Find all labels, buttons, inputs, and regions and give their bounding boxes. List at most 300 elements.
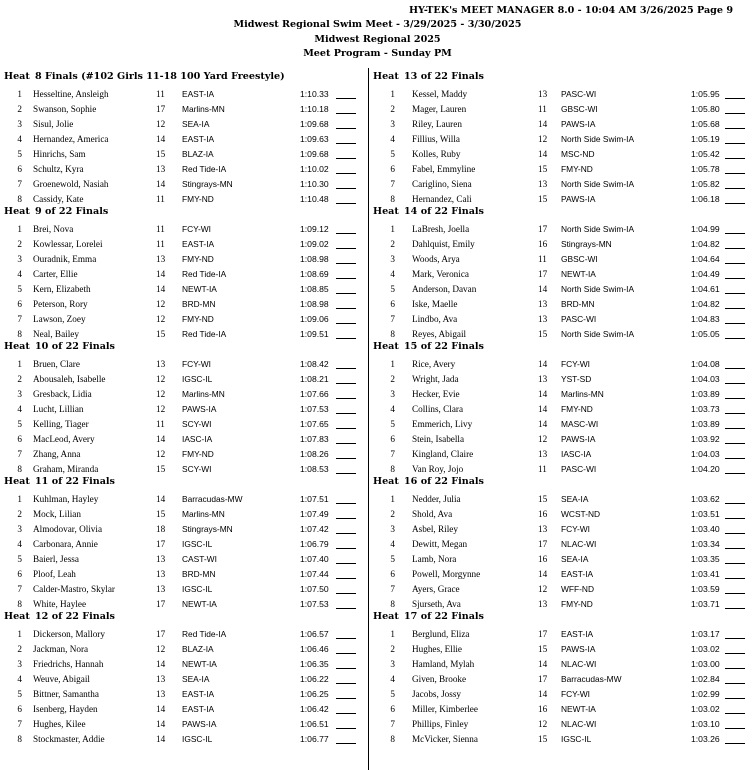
heat-description: of 22 Finals (45, 206, 109, 217)
heat-title (4, 476, 115, 487)
final-time-blank[interactable] (725, 582, 745, 594)
swimmer-age: 15 (538, 494, 548, 504)
team-name: NLAC-WI (561, 719, 597, 729)
swimmer-age: 11 (156, 419, 165, 429)
swimmer-age: 11 (538, 464, 547, 474)
final-time-blank[interactable] (336, 387, 356, 399)
swimmer-name: Hernandez, Cali (412, 194, 472, 204)
final-time-blank[interactable] (725, 687, 745, 699)
swimmer-age: 12 (538, 134, 548, 144)
swimmer-age: 15 (538, 644, 548, 654)
team-name: NEWT-IA (182, 659, 217, 669)
lane-number: 3 (390, 524, 395, 534)
final-time-blank[interactable] (336, 672, 356, 684)
team-name: NEWT-IA (182, 599, 217, 609)
final-time-blank[interactable] (725, 702, 745, 714)
swimmer-age: 13 (538, 374, 548, 384)
team-name: BRD-MN (182, 299, 216, 309)
final-time-blank[interactable] (725, 717, 745, 729)
swimmer-age: 13 (156, 554, 166, 564)
right-column (369, 68, 755, 743)
swimmer-age: 18 (156, 524, 166, 534)
seed-time: 1:05.19 (691, 134, 720, 144)
swimmer-age: 16 (538, 239, 548, 249)
swimmer-age: 11 (156, 239, 165, 249)
swimmer-name: Fillius, Willa (412, 134, 460, 144)
swimmer-name: Jackman, Nora (33, 644, 89, 654)
team-name: FMY-ND (182, 314, 214, 324)
heat-block (0, 608, 368, 743)
swimmer-name: Rice, Avery (412, 359, 456, 369)
swimmer-name: Kolles, Ruby (412, 149, 461, 159)
seed-time: 1:03.92 (691, 434, 720, 444)
swimmer-name: Neal, Bailey (33, 329, 79, 339)
heat-block (0, 68, 368, 203)
final-time-blank[interactable] (336, 177, 356, 189)
final-time-blank[interactable] (725, 297, 745, 309)
heat-label: Heat (373, 341, 399, 352)
lane-number: 1 (17, 359, 22, 369)
swimmer-age: 13 (538, 524, 548, 534)
swimmer-name: Zhang, Anna (33, 449, 81, 459)
seed-time: 1:05.42 (691, 149, 720, 159)
team-name: Marlins-MN (561, 389, 604, 399)
swimmer-name: Groenewold, Nasiah (33, 179, 109, 189)
final-time-blank[interactable] (725, 222, 745, 234)
lane-number: 7 (390, 314, 395, 324)
seed-time: 1:07.42 (300, 524, 329, 534)
team-name: SEA-IA (182, 674, 210, 684)
final-time-blank[interactable] (725, 402, 745, 414)
seed-time: 1:08.26 (300, 449, 329, 459)
swimmer-age: 14 (156, 734, 166, 744)
swimmer-name: Ouradnik, Emma (33, 254, 97, 264)
final-time-blank[interactable] (725, 102, 745, 114)
team-name: Barracudas-MW (561, 674, 622, 684)
lane-number: 6 (390, 434, 395, 444)
team-name: Red Tide-IA (182, 269, 227, 279)
final-time-blank[interactable] (725, 357, 745, 369)
lane-number: 5 (17, 284, 22, 294)
lane-number: 3 (17, 524, 22, 534)
lane-number: 5 (390, 554, 395, 564)
lane-number: 8 (390, 599, 395, 609)
team-name: Marlins-MN (182, 104, 225, 114)
swimmer-age: 15 (538, 329, 548, 339)
final-time-blank[interactable] (725, 87, 745, 99)
team-name: BLAZ-IA (182, 149, 214, 159)
swimmer-age: 12 (156, 644, 166, 654)
lane-number: 1 (390, 359, 395, 369)
swimmer-age: 14 (538, 119, 548, 129)
heat-title (4, 341, 115, 352)
heat-label: Heat (373, 611, 399, 622)
final-time-blank[interactable] (725, 447, 745, 459)
final-time-blank[interactable] (725, 132, 745, 144)
lane-number: 2 (17, 104, 22, 114)
heat-label: Heat (4, 611, 30, 622)
swimmer-age: 15 (538, 194, 548, 204)
final-time-blank[interactable] (725, 162, 745, 174)
final-time-blank[interactable] (725, 522, 745, 534)
team-name: SEA-IA (182, 119, 210, 129)
final-time-blank[interactable] (725, 552, 745, 564)
swimmer-name: Isenberg, Hayden (33, 704, 98, 714)
final-time-blank[interactable] (725, 732, 745, 744)
final-time-blank[interactable] (336, 162, 356, 174)
swimmer-age: 11 (156, 224, 165, 234)
swimmer-name: Dickerson, Mallory (33, 629, 105, 639)
seed-time: 1:06.42 (300, 704, 329, 714)
final-time-blank[interactable] (336, 537, 356, 549)
swimmer-name: Kessel, Maddy (412, 89, 468, 99)
seed-time: 1:04.82 (691, 299, 720, 309)
swimmer-name: Bittner, Samantha (33, 689, 99, 699)
final-time-blank[interactable] (336, 732, 356, 744)
final-time-blank[interactable] (725, 537, 745, 549)
final-time-blank[interactable] (725, 567, 745, 579)
team-name: North Side Swim-IA (561, 134, 635, 144)
lane-number: 7 (390, 179, 395, 189)
team-name: IGSC-IL (561, 734, 592, 744)
swimmer-name: Hughes, Ellie (412, 644, 463, 654)
seed-time: 1:09.12 (300, 224, 329, 234)
team-name: EAST-IA (182, 704, 215, 714)
swimmer-name: Kuhlman, Hayley (33, 494, 99, 504)
final-time-blank[interactable] (725, 672, 745, 684)
heat-label: Heat (4, 476, 30, 487)
lane-number: 2 (17, 374, 22, 384)
swimmer-name: Baierl, Jessa (33, 554, 79, 564)
swimmer-name: Cariglino, Siena (412, 179, 472, 189)
lane-number: 3 (17, 659, 22, 669)
seed-time: 1:09.06 (300, 314, 329, 324)
swimmer-age: 11 (538, 104, 547, 114)
seed-time: 1:03.26 (691, 734, 720, 744)
lane-number: 2 (17, 509, 22, 519)
swimmer-name: Mark, Veronica (412, 269, 469, 279)
seed-time: 1:06.18 (691, 194, 720, 204)
final-time-blank[interactable] (725, 237, 745, 249)
seed-time: 1:07.65 (300, 419, 329, 429)
final-time-blank[interactable] (725, 507, 745, 519)
swimmer-name: Bruen, Clare (33, 359, 80, 369)
seed-time: 1:07.40 (300, 554, 329, 564)
lane-number: 8 (17, 599, 22, 609)
lane-number: 1 (17, 224, 22, 234)
swimmer-name: Lamb, Nora (412, 554, 457, 564)
final-time-blank[interactable] (725, 372, 745, 384)
team-name: FMY-ND (182, 254, 214, 264)
final-time-blank[interactable] (336, 117, 356, 129)
swimmer-name: Peterson, Rory (33, 299, 88, 309)
team-name: Stingrays-MN (182, 524, 233, 534)
seed-time: 1:04.49 (691, 269, 720, 279)
lane-number: 2 (390, 509, 395, 519)
final-time-blank[interactable] (725, 417, 745, 429)
team-name: PAWS-IA (561, 434, 596, 444)
swimmer-age: 11 (156, 194, 165, 204)
heat-number: 17 (404, 611, 418, 622)
team-name: NEWT-IA (561, 269, 596, 279)
seed-time: 1:04.03 (691, 449, 720, 459)
lane-number: 7 (390, 584, 395, 594)
lane-number: 5 (17, 149, 22, 159)
lane-number: 2 (390, 374, 395, 384)
lane-number: 7 (390, 449, 395, 459)
final-time-blank[interactable] (336, 552, 356, 564)
swimmer-name: Friedrichs, Hannah (33, 659, 104, 669)
final-time-blank[interactable] (725, 117, 745, 129)
lane-number: 1 (17, 629, 22, 639)
swimmer-age: 14 (538, 284, 548, 294)
swimmer-age: 12 (538, 719, 548, 729)
heat-title (4, 206, 108, 217)
report-header-line: HY-TEK's MEET MANAGER 8.0 - 10:04 AM 3/26/2025 Page 9 (408, 5, 733, 16)
team-name: North Side Swim-IA (561, 284, 635, 294)
final-time-blank[interactable] (725, 657, 745, 669)
final-time-blank[interactable] (725, 627, 745, 639)
lane-number: 3 (390, 659, 395, 669)
seed-time: 1:02.99 (691, 689, 720, 699)
swimmer-age: 14 (538, 659, 548, 669)
seed-time: 1:06.77 (300, 734, 329, 744)
heat-block (369, 338, 755, 473)
seed-time: 1:05.82 (691, 179, 720, 189)
swimmer-name: Reyes, Abigail (412, 329, 467, 339)
swimmer-name: Cassidy, Kate (33, 194, 84, 204)
heat-block (0, 203, 368, 338)
seed-time: 1:07.53 (300, 404, 329, 414)
team-name: PAWS-IA (561, 644, 596, 654)
lane-number: 1 (17, 494, 22, 504)
seed-time: 1:03.02 (691, 644, 720, 654)
team-name: EAST-IA (182, 689, 215, 699)
team-name: FMY-ND (561, 404, 593, 414)
final-time-blank[interactable] (336, 717, 356, 729)
swimmer-name: Swanson, Sophie (33, 104, 97, 114)
swimmer-age: 14 (156, 434, 166, 444)
swimmer-name: Asbel, Riley (412, 524, 458, 534)
lane-number: 7 (17, 584, 22, 594)
team-name: EAST-IA (182, 134, 215, 144)
team-name: WFF-ND (561, 584, 595, 594)
swimmer-name: Ayers, Grace (412, 584, 460, 594)
swimmer-name: Sisul, Jolie (33, 119, 74, 129)
seed-time: 1:04.82 (691, 239, 720, 249)
final-time-blank[interactable] (336, 312, 356, 324)
final-time-blank[interactable] (725, 387, 745, 399)
swimmer-age: 14 (156, 179, 166, 189)
team-name: North Side Swim-IA (561, 179, 635, 189)
final-time-blank[interactable] (725, 147, 745, 159)
swimmer-age: 13 (156, 689, 166, 699)
final-time-blank[interactable] (725, 492, 745, 504)
seed-time: 1:04.61 (691, 284, 720, 294)
swimmer-age: 14 (156, 134, 166, 144)
swimmer-name: Wright, Jada (412, 374, 459, 384)
final-time-blank[interactable] (336, 702, 356, 714)
swimmer-age: 12 (156, 119, 166, 129)
swimmer-age: 14 (538, 689, 548, 699)
swimmer-age: 13 (538, 314, 548, 324)
final-time-blank[interactable] (336, 282, 356, 294)
swimmer-age: 13 (538, 599, 548, 609)
final-time-blank[interactable] (336, 132, 356, 144)
seed-time: 1:03.02 (691, 704, 720, 714)
lane-number: 6 (390, 569, 395, 579)
swimmer-age: 13 (156, 164, 166, 174)
final-time-blank[interactable] (336, 522, 356, 534)
seed-time: 1:03.51 (691, 509, 720, 519)
final-time-blank[interactable] (725, 177, 745, 189)
seed-time: 1:03.17 (691, 629, 720, 639)
final-time-blank[interactable] (725, 312, 745, 324)
team-name: PASC-WI (561, 89, 597, 99)
seed-time: 1:09.63 (300, 134, 329, 144)
seed-time: 1:03.89 (691, 419, 720, 429)
swimmer-name: Dahlquist, Emily (412, 239, 475, 249)
swimmer-name: Mock, Lilian (33, 509, 81, 519)
swimmer-name: White, Haylee (33, 599, 87, 609)
lane-number: 5 (17, 689, 22, 699)
heat-number: 14 (404, 206, 418, 217)
final-time-blank[interactable] (725, 282, 745, 294)
lane-number: 8 (390, 464, 395, 474)
heat-block (0, 338, 368, 473)
final-time-blank[interactable] (336, 222, 356, 234)
swimmer-age: 16 (538, 554, 548, 564)
heat-label: Heat (373, 71, 399, 82)
seed-time: 1:03.40 (691, 524, 720, 534)
team-name: EAST-IA (182, 89, 215, 99)
lane-number: 7 (390, 719, 395, 729)
seed-time: 1:04.03 (691, 374, 720, 384)
final-time-blank[interactable] (336, 432, 356, 444)
swimmer-name: Powell, Morgynne (412, 569, 481, 579)
final-time-blank[interactable] (336, 297, 356, 309)
heat-title (373, 476, 484, 487)
lane-number: 6 (390, 164, 395, 174)
final-time-blank[interactable] (336, 687, 356, 699)
heat-label: Heat (373, 206, 399, 217)
seed-time: 1:06.57 (300, 629, 329, 639)
heat-description: of 22 Finals (51, 611, 115, 622)
final-time-blank[interactable] (725, 432, 745, 444)
swimmer-name: Abousaleh, Isabelle (33, 374, 106, 384)
heat-description: of 22 Finals (51, 476, 115, 487)
seed-time: 1:04.64 (691, 254, 720, 264)
final-time-blank[interactable] (336, 252, 356, 264)
final-time-blank[interactable] (725, 642, 745, 654)
lane-number: 4 (17, 269, 22, 279)
swimmer-name: Brei, Nova (33, 224, 74, 234)
final-time-blank[interactable] (336, 642, 356, 654)
final-time-blank[interactable] (336, 402, 356, 414)
program-title: Meet Program - Sunday PM (303, 48, 452, 59)
seed-time: 1:07.51 (300, 494, 329, 504)
final-time-blank[interactable] (336, 102, 356, 114)
seed-time: 1:09.51 (300, 329, 329, 339)
swimmer-name: McVicker, Sienna (412, 734, 478, 744)
final-time-blank[interactable] (336, 657, 356, 669)
team-name: Red Tide-IA (182, 629, 227, 639)
final-time-blank[interactable] (336, 447, 356, 459)
final-time-blank[interactable] (336, 567, 356, 579)
lane-number: 8 (17, 194, 22, 204)
final-time-blank[interactable] (336, 267, 356, 279)
team-name: Stingrays-MN (182, 179, 233, 189)
team-name: FCY-WI (182, 359, 212, 369)
seed-time: 1:07.50 (300, 584, 329, 594)
heat-number: 13 (404, 71, 418, 82)
team-name: NEWT-IA (561, 704, 596, 714)
swimmer-name: Kelling, Tiager (33, 419, 89, 429)
swimmer-name: Hernandez, America (33, 134, 109, 144)
final-time-blank[interactable] (336, 147, 356, 159)
final-time-blank[interactable] (336, 372, 356, 384)
heat-block (369, 68, 755, 203)
swimmer-age: 11 (156, 89, 165, 99)
lane-number: 6 (17, 704, 22, 714)
final-time-blank[interactable] (336, 357, 356, 369)
team-name: CAST-WI (182, 554, 217, 564)
seed-time: 1:04.08 (691, 359, 720, 369)
left-column (0, 68, 368, 743)
swimmer-age: 15 (156, 509, 166, 519)
swimmer-name: Weuve, Abigail (33, 674, 90, 684)
swimmer-age: 12 (538, 434, 548, 444)
lane-number: 8 (390, 194, 395, 204)
swimmer-age: 17 (538, 224, 548, 234)
final-time-blank[interactable] (336, 237, 356, 249)
final-time-blank[interactable] (725, 267, 745, 279)
seed-time: 1:05.05 (691, 329, 720, 339)
final-time-blank[interactable] (725, 252, 745, 264)
team-name: PAWS-IA (182, 404, 217, 414)
final-time-blank[interactable] (336, 492, 356, 504)
seed-time: 1:08.21 (300, 374, 329, 384)
swimmer-name: Nedder, Julia (412, 494, 461, 504)
swimmer-name: Hamland, Mylah (412, 659, 475, 669)
final-time-blank[interactable] (336, 627, 356, 639)
final-time-blank[interactable] (336, 507, 356, 519)
seed-time: 1:03.73 (691, 404, 720, 414)
final-time-blank[interactable] (336, 87, 356, 99)
lane-number: 8 (390, 329, 395, 339)
meet-title: Midwest Regional Swim Meet - 3/29/2025 - 3/30/2025 (233, 19, 522, 30)
team-name: FMY-ND (182, 449, 214, 459)
final-time-blank[interactable] (336, 582, 356, 594)
heat-number: 9 (35, 206, 42, 217)
heat-number: 16 (404, 476, 418, 487)
team-name: GBSC-WI (561, 104, 598, 114)
final-time-blank[interactable] (336, 417, 356, 429)
seed-time: 1:03.59 (691, 584, 720, 594)
heat-title (373, 611, 484, 622)
lane-number: 5 (390, 284, 395, 294)
heat-description: of 22 Finals (420, 206, 484, 217)
swimmer-name: MacLeod, Avery (33, 434, 95, 444)
seed-time: 1:04.83 (691, 314, 720, 324)
swimmer-age: 17 (156, 104, 166, 114)
heat-description: of 22 Finals (420, 611, 484, 622)
seed-time: 1:03.41 (691, 569, 720, 579)
seed-time: 1:08.42 (300, 359, 329, 369)
lane-number: 2 (390, 644, 395, 654)
lane-number: 6 (17, 569, 22, 579)
lane-number: 7 (17, 314, 22, 324)
